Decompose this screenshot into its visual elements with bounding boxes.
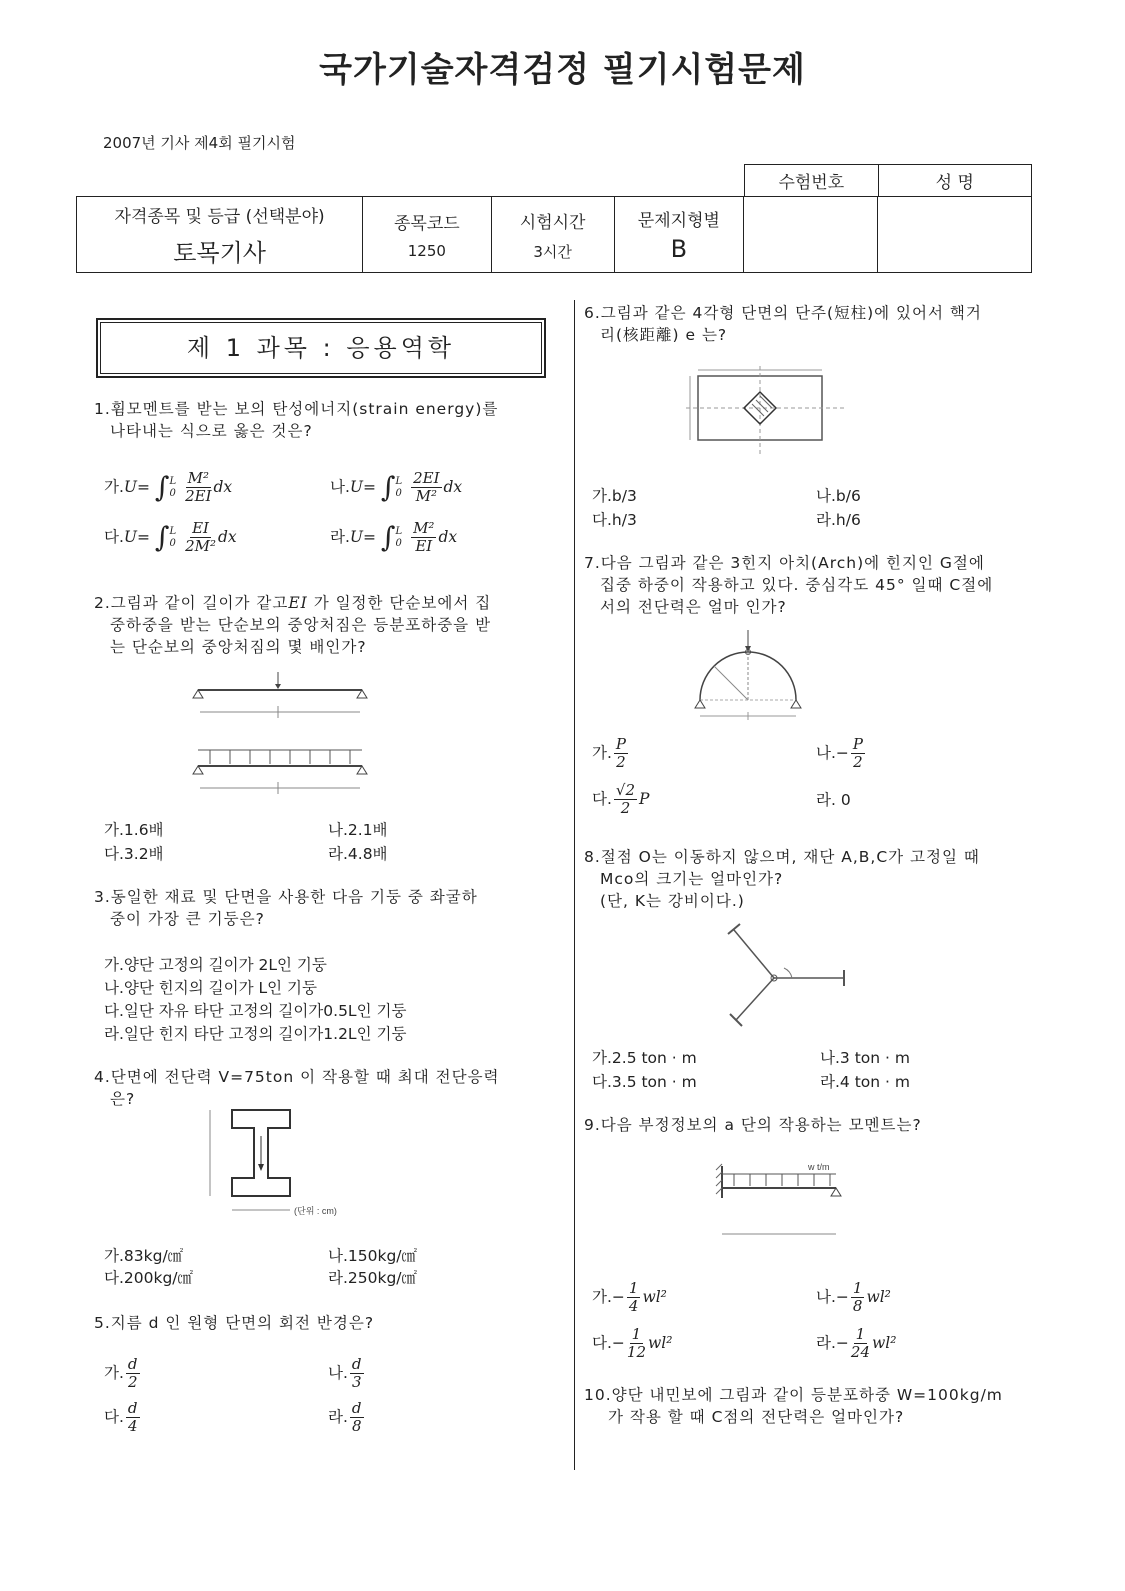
- q1-a-label: 가.: [104, 478, 124, 496]
- q5-b-label: 나.: [328, 1364, 348, 1382]
- q7-line2: 집중 하중이 작용하고 있다. 중심각도 45° 일때 C절에: [600, 576, 994, 594]
- q9-b-label: 나.: [816, 1288, 836, 1306]
- q1-option-c[interactable]: 다.U= ∫ L 0 $\frac{EI}{\text{2M²}}$ dx: [104, 519, 237, 555]
- q6-line2: 리(核距離) e 는?: [600, 326, 728, 344]
- q1-d-label: 라.: [330, 528, 350, 546]
- type-label: 문제지형별: [637, 211, 720, 231]
- q5-a-label: 가.: [104, 1364, 124, 1382]
- q1-line2: 나타내는 식으로 옳은 것은?: [110, 422, 313, 440]
- q2-option-c[interactable]: 다.3.2배: [104, 845, 164, 863]
- q2-beam-diagrams: [190, 668, 380, 808]
- q3-option-b[interactable]: 나.양단 힌지의 길이가 L인 기둥: [104, 979, 317, 997]
- question-1: [94, 398, 498, 442]
- q2-option-b[interactable]: 나.2.1배: [328, 821, 388, 839]
- q9-a-label: 가.: [592, 1288, 612, 1306]
- q4-option-d[interactable]: 라.250kg/㎠: [328, 1269, 418, 1287]
- q4-option-a[interactable]: 가.83kg/㎠: [104, 1247, 184, 1265]
- q7-b-label: 나.: [816, 744, 836, 762]
- q7-line1: 7.다음 그림과 같은 3힌지 아치(Arch)에 힌지인 G절에: [584, 554, 985, 572]
- q3-line2: 중이 가장 큰 기둥은?: [110, 910, 265, 928]
- q9-option-b[interactable]: 나.− $\frac{1}{8}$ wl²: [816, 1279, 891, 1315]
- q5-option-c[interactable]: [104, 1400, 142, 1435]
- q1-c-label: 다.: [104, 528, 124, 546]
- q9-b-den: 8: [852, 1297, 863, 1315]
- column-divider: [574, 300, 575, 1470]
- q5-d-num: d: [351, 1399, 362, 1417]
- q1-line1: 1.휨모멘트를 받는 보의 탄성에너지(strain energy)를: [94, 400, 499, 418]
- q9-d-label: 라.: [816, 1334, 836, 1352]
- q2-line1: [94, 592, 491, 614]
- question-4: [94, 1066, 500, 1110]
- header-table-top: [744, 164, 1032, 197]
- q5-option-a[interactable]: [104, 1356, 142, 1391]
- q7-option-d[interactable]: 라. 0: [816, 791, 851, 809]
- q5-c-den: 4: [127, 1417, 138, 1435]
- q3-option-d[interactable]: 라.일단 힌지 타단 고정의 길이가1.2L인 기둥: [104, 1025, 407, 1043]
- time-label: 시험시간: [519, 212, 586, 233]
- q9-option-d[interactable]: 라.− $\frac{1}{24}$ wl²: [816, 1325, 897, 1361]
- q9-option-c[interactable]: 다.− $\frac{1}{12}$ wl²: [592, 1325, 673, 1361]
- name-label: 성 명: [878, 165, 1031, 197]
- q9-c-den: 12: [626, 1343, 646, 1361]
- question-2: [94, 592, 491, 658]
- q4-option-b[interactable]: 나.150kg/㎠: [328, 1247, 418, 1265]
- question-9: 9.다음 부정정보의 a 단의 작용하는 모멘트는?: [584, 1116, 922, 1134]
- q7-option-b[interactable]: 나.− $\frac{P}{2}$: [816, 735, 863, 771]
- q2-line1-b: 가 일정한 단순보에서 집: [313, 594, 492, 612]
- code-cell: [363, 197, 491, 273]
- q6-option-c[interactable]: 다.h/3: [592, 511, 637, 529]
- q2-option-a[interactable]: 가.1.6배: [104, 821, 164, 839]
- q8-line1: 8.절점 O는 이동하지 않으며, 재단 A,B,C가 고정일 때: [584, 848, 980, 866]
- time-value: 3시간: [533, 242, 572, 261]
- q9-a-den: 4: [628, 1297, 639, 1315]
- code-value: 1250: [407, 242, 446, 260]
- q1-option-a[interactable]: 가.U= ∫ L 0 $\frac{\text{M²}}{2EI}$ dx: [104, 469, 233, 505]
- question-5: 5.지름 d 인 원형 단면의 회전 반경은?: [94, 1314, 375, 1332]
- q3-option-a[interactable]: 가.양단 고정의 길이가 2L인 기둥: [104, 956, 327, 974]
- exam-number-field[interactable]: [743, 197, 877, 273]
- q8-option-b[interactable]: 나.3 ton · m: [820, 1049, 910, 1067]
- q7-a-label: 가.: [592, 744, 612, 762]
- q6-line1: 6.그림과 같은 4각형 단면의 단주(短柱)에 있어서 핵거: [584, 304, 982, 322]
- question-7: [584, 552, 993, 618]
- q7-option-c[interactable]: 다. $\frac{√2}{2}$ P: [592, 781, 650, 817]
- q2-option-d[interactable]: 라.4.8배: [328, 845, 388, 863]
- q5-c-num: d: [127, 1399, 138, 1417]
- q5-option-b[interactable]: [328, 1356, 366, 1391]
- q6-option-d[interactable]: 라.h/6: [816, 511, 861, 529]
- q4-line2: 은?: [110, 1090, 136, 1108]
- q9-propped-beam-diagram: [712, 1158, 862, 1248]
- q5-c-label: 다.: [104, 1408, 124, 1426]
- type-cell: [614, 197, 743, 273]
- q1-b-label: 나.: [330, 478, 350, 496]
- exam-number-label: 수험번호: [745, 165, 879, 197]
- q3-line1: 3.동일한 재료 및 단면을 사용한 다음 기둥 중 좌굴하: [94, 888, 478, 906]
- q5-b-den: 3: [351, 1373, 362, 1391]
- q8-option-d[interactable]: 라.4 ton · m: [820, 1073, 910, 1091]
- q9-option-a[interactable]: 가.− $\frac{1}{4}$ wl²: [592, 1279, 667, 1315]
- code-label: 종목코드: [393, 214, 460, 234]
- q8-line2: Mco의 크기는 얼마인가?: [600, 870, 784, 888]
- exam-subtitle: 2007년 기사 제4회 필기시험: [103, 134, 296, 152]
- q9-c-label: 다.: [592, 1334, 612, 1352]
- question-6: [584, 302, 982, 346]
- q8-option-c[interactable]: 다.3.5 ton · m: [592, 1073, 697, 1091]
- q1-option-d[interactable]: 라.U= ∫ L 0 $\frac{\text{M²}}{EI}$ dx: [330, 519, 458, 555]
- q3-options: [104, 954, 406, 1046]
- q9-load-label: w t/m: [808, 1162, 830, 1172]
- q10-line2: 가 작용 할 때 C점의 전단력은 얼마인가?: [608, 1408, 905, 1426]
- q10-line1: 10.양단 내민보에 그림과 같이 등분포하중 W=100kg/m: [584, 1386, 1003, 1404]
- q7-line3: 서의 전단력은 얼마 인가?: [600, 598, 787, 616]
- time-cell: [491, 197, 614, 273]
- q2-line3: 는 단순보의 중앙처짐의 몇 배인가?: [110, 638, 367, 656]
- q7-arch-diagram: [680, 626, 820, 726]
- page-title: 국가기술자격검정 필기시험문제: [319, 50, 806, 90]
- name-field[interactable]: [878, 197, 1032, 273]
- q6-option-b[interactable]: 나.b/6: [816, 487, 861, 505]
- q5-option-d[interactable]: [328, 1400, 366, 1435]
- q6-section-diagram: [676, 364, 856, 460]
- q8-line3: (단, K는 강비이다.): [600, 892, 745, 910]
- q6-option-a[interactable]: 가.b/3: [592, 487, 637, 505]
- header-table: [76, 196, 1032, 273]
- q2-line1-a: 2.그림과 같이 길이가 같고: [94, 594, 289, 612]
- question-3: [94, 886, 478, 930]
- q5-a-den: 2: [127, 1373, 138, 1391]
- q4-option-c[interactable]: 다.200kg/㎠: [104, 1269, 194, 1287]
- q8-option-a[interactable]: 가.2.5 ton · m: [592, 1049, 697, 1067]
- q5-d-label: 라.: [328, 1408, 348, 1426]
- subject-heading: 제 1 과목 : 응용역학: [96, 318, 546, 378]
- q8-frame-diagram: [720, 920, 860, 1030]
- q2-line2: 중하중을 받는 단순보의 중앙처짐은 등분포하중을 받: [110, 616, 492, 634]
- qualification-cell: [77, 197, 363, 273]
- q5-a-num: d: [127, 1355, 138, 1373]
- qualification-value: 토목기사: [173, 238, 266, 267]
- question-8: [584, 846, 980, 912]
- q9-d-den: 24: [850, 1343, 870, 1361]
- type-value: B: [670, 235, 688, 263]
- q1-option-b[interactable]: 나.U= ∫ L 0 $\frac{2EI}{\text{M²}}$ dx: [330, 469, 463, 505]
- q4-line1: 4.단면에 전단력 V=75ton 이 작용할 때 최대 전단응력: [94, 1068, 500, 1086]
- question-10: [584, 1384, 1003, 1428]
- q4-dim-label: (단위 : cm): [294, 1206, 337, 1216]
- qualification-label: 자격종목 및 등급 (선택분야): [114, 206, 325, 227]
- q3-option-c[interactable]: 다.일단 자유 타단 고정의 길이가0.5L인 기둥: [104, 1002, 407, 1020]
- q7-option-a[interactable]: 가. $\frac{P}{2}$: [592, 735, 626, 771]
- q5-b-num: d: [351, 1355, 362, 1373]
- q7-c-label: 다.: [592, 790, 612, 808]
- q2-ei: EI: [288, 594, 308, 612]
- q5-d-den: 8: [351, 1417, 362, 1435]
- q4-i-section-diagram: [196, 1106, 356, 1226]
